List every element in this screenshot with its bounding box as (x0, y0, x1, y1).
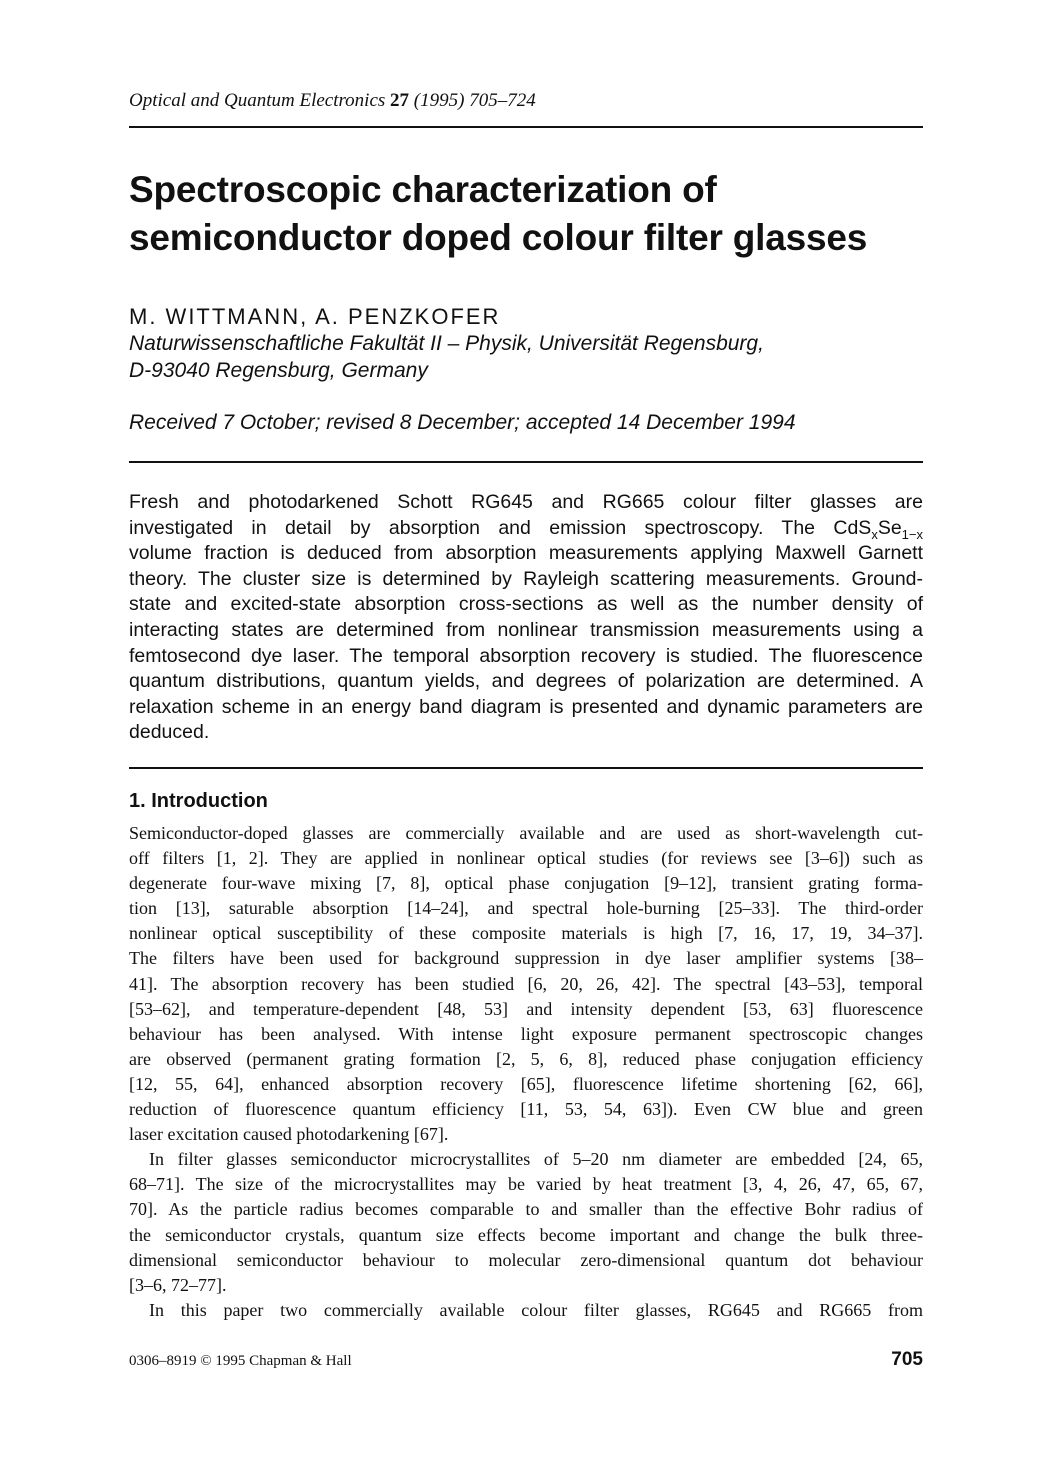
body-line: reduction of fluorescence quantum efficiency [11, 53, 54, 63]). Even CW blue and green (129, 1099, 923, 1120)
body-line: The filters have been used for background suppression in dye laser amplifier systems [38– (129, 948, 923, 969)
body-line: [53–62], and temperature-dependent [48, 53] and intensity dependent [53, 63] fluorescence (129, 998, 923, 1019)
journal-volume: 27 (390, 90, 410, 111)
article-title (129, 166, 929, 262)
subscript-1-x: 1−x (901, 526, 923, 542)
body-line: 70]. As the particle radius becomes comparable to and smaller than the effective Bohr radius of (129, 1199, 923, 1220)
body-line: Semiconductor-doped glasses are commercially available and are used as short-wavelength cut- (129, 823, 923, 843)
abstract-line (129, 516, 923, 542)
abstract-line: femtosecond dye laser. The temporal absorption recovery is studied. The fluorescence (129, 644, 923, 667)
abstract-line: volume fraction is deduced from absorption measurements applying Maxwell Garnett (129, 542, 923, 565)
body-line: 68–71]. The size of the microcrystallites may be varied by heat treatment [3, 4, 26, 47, 65, 67, (129, 1174, 923, 1195)
abstract-line: interacting states are determined from nonlinear transmission measurements using a (129, 618, 923, 641)
body-line: the semiconductor crystals, quantum size effects become important and change the bulk three- (129, 1224, 923, 1245)
copyright-line: 0306–8919 © 1995 Chapman & Hall (129, 1353, 352, 1369)
body-line: nonlinear optical susceptibility of these composite materials is high [7, 16, 17, 19, 34–37]. (129, 923, 923, 944)
body-line: off filters [1, 2]. They are applied in nonlinear optical studies (for reviews see [3–6]) such as (129, 848, 923, 869)
abstract-text: investigated in detail by absorption and emission spectroscopy. The CdS (129, 516, 872, 539)
affiliation (129, 330, 929, 384)
affiliation-line: Naturwissenschaftliche Fakultät II – Physik, Universität Regensburg, (129, 332, 764, 355)
abstract-line: relaxation scheme in an energy band diagram is presented and dynamic parameters are (129, 695, 923, 718)
abstract-line: quantum distributions, quantum yields, and degrees of polarization are determined. A (129, 670, 923, 693)
introduction-body (129, 821, 923, 1323)
abstract-line: deduced. (129, 721, 210, 744)
body-line: [12, 55, 64], enhanced absorption recovery [65], fluorescence lifetime shortening [62, 66], (129, 1073, 923, 1094)
running-head (129, 90, 929, 112)
subscript-x: x (871, 526, 878, 542)
abstract-line: theory. The cluster size is determined by Rayleigh scattering measurements. Ground- (129, 567, 923, 590)
received-dates: Received 7 October; revised 8 December; accepted 14 December 1994 (129, 411, 796, 434)
journal-name: Optical and Quantum Electronics (129, 90, 386, 111)
abstract-text: Se (877, 516, 902, 539)
body-line: tion [13], saturable absorption [14–24], and spectral hole-burning [25–33]. The third-order (129, 898, 923, 919)
title-line: semiconductor doped colour filter glasses (129, 217, 868, 258)
header-rule (129, 126, 923, 128)
abstract-line: Fresh and photodarkened Schott RG645 and RG665 colour filter glasses are (129, 491, 923, 513)
body-line: behaviour has been analysed. With intense light exposure permanent spectroscopic changes (129, 1023, 923, 1044)
abstract-top-rule (129, 461, 923, 463)
body-line: In filter glasses semiconductor microcrystallites of 5–20 nm diameter are embedded [24, 65, (149, 1149, 923, 1170)
abstract-line: state and excited-state absorption cross-sections as well as the number density of (129, 593, 923, 616)
body-line: 41]. The absorption recovery has been studied [6, 20, 26, 42]. The spectral [43–53], temporal (129, 973, 923, 994)
body-line: degenerate four-wave mixing [7, 8], optical phase conjugation [9–12], transient grating forma- (129, 873, 923, 894)
body-line: laser excitation caused photodarkening [67]. (129, 1124, 449, 1145)
abstract-bottom-rule (129, 767, 923, 769)
body-line: In this paper two commercially available colour filter glasses, RG645 and RG665 from (149, 1299, 923, 1320)
body-line: [3–6, 72–77]. (129, 1274, 227, 1295)
abstract (129, 490, 923, 746)
page-number: 705 (891, 1349, 923, 1370)
section-heading: 1. Introduction (129, 790, 268, 812)
body-line: dimensional semiconductor behaviour to molecular zero-dimensional quantum dot behaviour (129, 1249, 923, 1270)
title-line: Spectroscopic characterization of (129, 169, 717, 210)
body-line: are observed (permanent grating formation [2, 5, 6, 8], reduced phase conjugation efficiency (129, 1048, 923, 1069)
author-list: M. WITTMANN, A. PENZKOFER (129, 304, 501, 329)
journal-year-pages: (1995) 705–724 (413, 90, 536, 111)
affiliation-line: D-93040 Regensburg, Germany (129, 359, 428, 382)
